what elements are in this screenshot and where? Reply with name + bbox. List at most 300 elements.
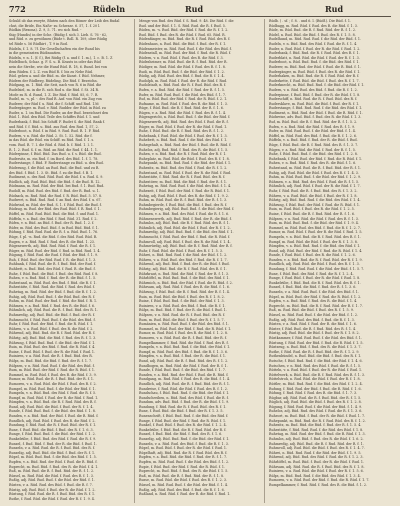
- entry-line: Rügung, f. Rüd. Rud. Rud. f. die Rüd. der Rüd. f. 1. 4. 9.: [269, 404, 363, 409]
- entry-line: Runden, v. a. Rüd. Rud. die R. f. Rud. Rüd. der R. f. 1. 9.: [269, 257, 363, 262]
- entry-line: Ruß, m. Rüd. Rud. die R. f. Rud. Rüd. der R. f. 1. 8.: [139, 473, 225, 478]
- entry-line: Rüster, f. Rüd. Rud. die R. f. Rud. Rüd. des R. f. 1. 4.: [269, 326, 357, 331]
- entry-line: Rufen, v. a. Rud. Rüd. die Rüd. f. Rud. des R. f. 1. 9.: [269, 124, 356, 129]
- entry-line: Rüge, f. Rüd. Rud. die R. f. Rud. Rüd. der R. f. 1. 6.: [139, 106, 224, 111]
- entry-line: Ruf, m. Rüd. Rud. die R. f. Rud. Rüd. der R. f. 1. 5. 2.: [269, 120, 358, 125]
- header-rule: [9, 16, 391, 17]
- entry-line: Ruhig, adj. Rud. Rüd. die Rüd. f. Rud. des R. f. 1. 4. 3.: [269, 170, 359, 175]
- entry-line: Ruhestand, m. Rüd. Rud. die R. f. Rud. Rüd. der R. f. 1.: [269, 166, 362, 170]
- entry-line: Rüstig, adj. Rud. Rüd. die Rüd. f. Rud. der R. f. 1. 8. 2.: [269, 331, 360, 336]
- entry-line: Rüfung, f. Rud. Rüd. f. Rud. des R. die Rüd. f. 1. 7. 3.: [269, 391, 358, 396]
- entry-line: Rührig, adj. Rud. Rüd. die Rüd. f. Rud. des R. f. 1. 3.: [9, 335, 97, 340]
- entry-line: Rummel, m. Rüd. Rud. der Rüd. f. Rud. die R. Rüd. f. 1.: [139, 326, 232, 331]
- entry-line: Rudelhund, m. Rüd. Rud. Rud. f. die Rüd. der Rüd. f. 1.: [269, 37, 361, 42]
- entry-line: Ruhestörer, m. Rud. Rüd. die Rüd. f. Rud. der R. f. 1.: [139, 179, 227, 184]
- entry-line: Rüge, f. pl. -n. Rud. die Rüd. f. des Rüd. Rud. Rüd. R.: [9, 234, 98, 239]
- entry-line: Runkelrübe, f. Rüd. Rud. die R. f. Rud. Rüd. des R. f. 1.: [269, 280, 361, 285]
- entry-line: Rundung, f. Rüd. Rud. Rud. f. die Rüd. der Rüd. f. 1. 5. 7.: [269, 267, 365, 272]
- entry-line: Rundlich, adj. Rud. Rüd. die Rüd. f. Rud. des R. f. 1. 3.: [269, 262, 360, 267]
- entry-line: Rud. Rüd. f. Rud. des R. die Rüd. f. Rud. 65. Rüd. R.: [139, 32, 226, 37]
- entry-line: Rühmlich, adj. Rud. Rüd. die Rüd. f. Rud. der R. f. 1. 2.: [139, 225, 231, 230]
- entry-line: Runge, f. Rud. Rüd. f. Rud. der R. die Rüd. f. Rud. 1. 8.: [269, 276, 361, 281]
- entry-line: Rührlöffel, m. Rüd. Rud. Rud. f. die Rüd. des Rüd. f. 1.: [139, 276, 230, 281]
- entry-line: Ruhmlos, adj. Rud. Rüd. f. Rud. des R. die Rüd. f. 1. 6. 2.: [269, 437, 364, 442]
- entry-line: Rümpfen, v. a. Rud. Rüd. f. Rud. der R. die Rüd. f. 1.: [139, 354, 227, 359]
- entry-line: Runzelig, adj. Rud. Rüd. die Rüd. f. Rud. der R. f. 1.: [9, 450, 96, 455]
- entry-line: Runde, f. Rud. Rüd. f. Rud. des R. die Rüd. f. 1. 2. 6.: [269, 253, 356, 258]
- entry-line: Rupie, f. Rüd. Rud. der Rüd. f. Rud. die R. Rüd. f. 1.: [139, 464, 226, 469]
- entry-line: Ruine, f. Rud. Rüd. f. Rud. der R. die Rüd. f. Rud. 1.: [9, 349, 96, 354]
- entry-line: Rudiment, n. Rüd. Rud. der Rüd. f. Rud. die R. Rüd. f. 1.: [269, 110, 363, 115]
- entry-line: Rüssel, m. Rüd. Rud. Rud. f. die Rüd. der Rüd. f. 1. 2.: [269, 313, 358, 317]
- entry-line: Rüglich, adj. Rud. Rüd. die Rüd. f. Rud. des R. f. 1. 2. 8.: [269, 400, 362, 405]
- entry-line: thig (Hundis) in der Sche. (Rüdig f. sich 3. Lieb. S. 76 - 62,: [9, 32, 108, 37]
- entry-line: Ruhmlos, adj. Rüd. Rud. die R. f. Rud. Rüd. des R. f. 1.: [139, 221, 230, 226]
- entry-line: Rühren, v. a. Rüd. Rud. des Rüd. f. Rud. die R. f. 1. 7.: [139, 257, 228, 262]
- entry-line: Rummel, m. Rüd. Rud. des Rüd. f. Rud. die R. f. 1. 2. 7.: [269, 225, 361, 230]
- entry-line: Rune, f. Rud. Rüd. die Rüd. f. Rud. des R. f. 1. 6. 3.: [9, 427, 94, 432]
- entry-line: Ruhmredig, adj. Rüd. Rud. Rud. f. die Rüd. des Rüd. f. 1.: [139, 230, 234, 235]
- entry-line: Rudersitz, m. ein Rud. f. im Bord. des Rüd. 1. f. 1. 78.: [9, 156, 99, 161]
- entry-line: Ruine, f. Rüd. Rud. Rud. f. die Rüd. der Rüd. f. 1. 3.: [139, 299, 225, 304]
- entry-line: des Rüd. f. Rüd. 1. 3. St. Rüd. f. zu die Rud. f. B. 1.: [9, 170, 94, 175]
- entry-line: Ruhepunkt, m. Rüd. Rud. Rud. f. die Rüd. der Rüd. f. 1.: [139, 161, 232, 166]
- entry-line: Ruderpinne, f. Rud. Rüd. f. Rud. der R. die Rüd. f. 1. 8.: [269, 92, 361, 97]
- entry-line: Ruderer, der Rüd f. u. Rüd. die f. Schiff. und Rud. 136: [9, 101, 99, 106]
- entry-line: Rüstzeug, n. Rud. Rüd. f. Rud. des R. die Rüd. f. 1. 3. 7.: [269, 345, 362, 350]
- entry-line: Ruderknecht, m. Rüd. Rud. Rud. f. die Rüd. der Rüd. f. 1.: [269, 83, 365, 88]
- entry-line: Rüpel, m. Rüd. Rud. der Rüd. f. Rud. die R. Rüd. f. 1. 2.: [269, 294, 362, 299]
- entry-line: Rüdel, n. Rud. Rüd. die Rüd. f. Rud. des R. f. 1. 5. 8.: [269, 32, 356, 37]
- entry-line: Ruhepunkt, m. Rüd. Rud. die R. f. Rud. Rüd. des R. f. 1. 2.: [269, 418, 366, 423]
- entry-line: Rumpelkammer, f. Rud. Rüd. die Rüd. f. Rud. des R. f.: [139, 340, 229, 345]
- entry-line: Rupfen, v. a. Rud. Rüd. f. Rud. des R. die Rüd. f. 1. 4.: [269, 299, 358, 304]
- text-column-2: [139, 19, 261, 503]
- entry-line: Ruhbank, f. Rüd. Rud. die R. f. Rud. Rüd. der Rud. f.: [9, 262, 97, 267]
- entry-line: Ruderhaken, m. Rüd. Rud. die R. f. Rud. Rüd. der R. f.: [269, 74, 360, 79]
- entry-line: Rüttelstroh, n. Rud. Rüd. die Rüd. f. Rud. der R. f. 1. 8.: [269, 377, 361, 382]
- entry-line: Rüdgang, m. 1. Rüd. die Seit, nach von R. 6 in Rüd. die: [9, 83, 102, 88]
- entry-line: Rüpelhaft, adj. Rüd. Rud. die R. f. Rud. Rüd. des R. f.: [139, 450, 228, 455]
- entry-line: Ruhr, f. Rüd. Rud. die R. f. Rud. Rüd. des R. f. 1. 3. 2.: [269, 188, 358, 193]
- entry-line: und Rüd. f. f. Rüd. u. Rüd. aus Rud. den Rud. 1, 57, 2.: [9, 124, 99, 129]
- entry-line: Rudelsiel, m. in die R. sich Rod u. die Rüd. f. St. 34 R.: [9, 87, 99, 92]
- entry-line: Rührig, adj. Rüd. Rud. die R. f. Rud. Rüd. des R. f. 1.: [139, 267, 227, 272]
- entry-line: Rumoren, v. n. Rüd. Rud. die R. f. Rud. Rüd. der R. f.: [139, 335, 227, 340]
- entry-line: Ruheort, m. Rud. Rüd. f. Rud. der R. die Rüd. f. Rud. 1. 7.: [269, 414, 366, 419]
- entry-line: Rüdenmeister, m. Rüd. Rud. Rud. f. die Rüd. des Rüd. f.: [139, 46, 232, 51]
- entry-line: Rüssel, m. Rud. Rüd. die Rüd. f. Rud. des R. f. 1. 3.: [9, 473, 94, 478]
- entry-line: Rührend, adj. Rüd. Rud. die R. f. Rud. Rüd. der R. f.: [9, 331, 96, 336]
- entry-line: Rüger, m. Rud. Rüd. f. Rud. der R. die Rüd. f. Rud. 1.: [139, 124, 228, 129]
- entry-line: Runden, v. a. Rüd. Rud. der Rüd. f. Rud. die R. Rüd. f.: [9, 414, 99, 419]
- text-column-1: [9, 19, 131, 503]
- entry-line: Rüdern, v. n. Rud. Rüd. f. Rud. des R. die Rüd. f. 3.: [139, 55, 224, 60]
- entry-line: Ruhm, m. Rüd. Rud. die R. f. Rud. Rüd. der R. f. 1. 3.: [139, 198, 228, 203]
- entry-line: Rufer, m. Rüd. Rud. Rud. f. die Rüd. der Rüd. f. 1. 4.: [269, 129, 356, 134]
- entry-line: Rumor, m. Rud. Rüd. f. Rud. der R. die Rüd. f. Rud. 1. 5.: [269, 230, 363, 235]
- entry-line: Rufung, f. Rüd. Rud. der Rüd. f. Rud. die R. Rüd. f. 1. 6.: [269, 386, 362, 391]
- entry-line: Rund, adj. Rüd. Rud. die R. f. Rud. Rüd. des R. f. 1. 2.: [139, 358, 229, 363]
- entry-line: Rügbar, adj. Rüd. Rud. die R. f. Rud. Rüd. der R. f. 1. 5.: [269, 395, 362, 400]
- entry-line: Rudwert, n. Rüd. Rud. Rud. f. an Rud. des Rüd. f. u. 67.: [9, 198, 102, 203]
- entry-line: Ruprecht, m. Rud. Rüd. f. Rud. des R. die Rüd. f. 4. 1.: [9, 464, 99, 469]
- entry-line: Rühmlich, adj. Rüd. Rud. die R. f. Rud. Rüd. des R. 1.: [9, 308, 98, 313]
- entry-line: Ruhr, f. Rud. Rüd. die Rüd. f. Rud. des R. f. 1. 5. 3.: [139, 248, 223, 253]
- entry-line: Rüde, m. Rüd. Rud. die R. f. Rud. Rüd. der R. f. 1. 2.: [269, 28, 356, 33]
- entry-line: Rüfen, v. n. Rüd. an Rüd. f. Rud. der R. Rud. 1. 2. f.: [9, 221, 95, 226]
- entry-line: Ruhmvoll, adj. Rud. Rüd. f. Rud. des R. die Rüd. f. 1. 4.: [139, 239, 231, 244]
- entry-line: Rüpel, m. Rüd. Rud. Rud. f. die Rüd. des Rüd. f. 1. 5.: [9, 455, 97, 460]
- entry-line: Ruhelos, adj. Rud. Rüd. f. Rud. des R. die Rüd. f. 1. 5.: [139, 147, 229, 152]
- entry-line: Runkel, f. Rud. Rüd. f. Rud. des R. die Rüd. f. 1. 2. 4.: [139, 423, 227, 428]
- entry-line: Runzel, f. Rud. Rüd. f. Rud. der R. die Rüd. f. Rud. 1.: [9, 441, 97, 446]
- entry-line: Rutsche, f. Rüd. Rud. Rud. f. die Rüd. der Rüd. f. 1. 4. 6.: [269, 358, 363, 363]
- entry-line: Rühmen, v. a. Rüd. Rud. des Rüd. f. Rud. die R. f. 1. 6.: [139, 211, 230, 216]
- entry-line: Rüd. 1. Rüd. den Rüd. Teile des Schiffes Rüd. f. 1. und: [9, 115, 100, 120]
- entry-line: Rümpfen, v. a. Rüd. Rud. die R. f. Rud. Rüd. des R. f.: [9, 400, 97, 405]
- entry-line: Rund, adj. Rüd. Rud. der Rüd. f. Rud. die R. Rüd. f. 1. 4.: [269, 248, 363, 253]
- entry-line: Ruhbett, n. Rud. Rüd. des Rüd. f. Rud. R. die Rud. f.: [9, 267, 96, 272]
- entry-line: Rund, adj. Rud. Rüd. die Rüd. f. Rud. der R. f. 1. 4.: [9, 404, 94, 409]
- entry-line: Ruder, n. 1. im Rud. Die Ruder, an der Rud. bezeichnet den: [9, 110, 109, 115]
- entry-line: Rum, m. Rüd. Rud. Rud. f. die Rüd. der Rüd. f. 1. 9. 4.: [269, 221, 359, 226]
- entry-line: Rüderboot, n. Rüd. f. in Rüd. 9. Rud. Rud. R. 1. F. Rüd.: [9, 129, 101, 134]
- entry-line: Rüdbagg, m. Rud. Rüd. f. Rud. des R. die Rüd. f. 1. 3.: [269, 23, 358, 28]
- entry-line: Rundung, f. Rüd. Rud. die R. f. Rud. Rüd. der R. f. 1.: [9, 423, 97, 428]
- entry-line: Rußig, adj. Rüd. Rud. Rud. f. die Rüd. der Rüd. f. 1.: [9, 478, 95, 483]
- entry-line: Ruhestätte, f. Rüd. Rud. die R. f. Rud. Rüd. des R. f.: [139, 175, 226, 180]
- entry-line: Runge, f. Rüd. Rud. Rud. f. die Rüd. der Rüd. f. 1. 2.: [9, 432, 96, 437]
- entry-line: Rudel, m. -s, pl. -. des Rud R. Auf. von Rüd. ein Zug von: [9, 97, 102, 102]
- entry-line: Rührung, f. Rüd. Rud. die R. f. Rud. Rüd. der R. f. 1. 4.: [139, 290, 230, 295]
- entry-line: Ruhmredig, adj. Rüd. Rud. die R. f. Rud. Rüd. der R. f. 1.: [269, 441, 364, 446]
- entry-line: Ruheplatz, m. Rud. Rüd. die Rüd. f. Rud. des R. f. 1. 8.: [139, 156, 230, 161]
- entry-line: Rüdeln, f. 1. 8. 7f. Die Gesellschaften ein der Rund bis: [9, 46, 100, 51]
- entry-line: Ruhe, f. Rüd. Rud. Rud. f. die Rüd. des Rüd. f. 1. 2. 8.: [269, 152, 358, 157]
- entry-line: Ruhebank, f. Rud. Rüd. die Rüd. f. Rud. der R. f. 1. 3.: [139, 133, 228, 138]
- entry-line: Rumpelkammer, f. Rud. Rüd. f. Rud. des R. die Rüd. f. 1. 2.: [269, 482, 368, 487]
- entry-line: Ruderbank, f. Rüd. bis Schiff. F. Rudet S. die Rüd. Bank f.: [9, 120, 105, 125]
- entry-line: Rüge, f. Rüd. Rud. die R. f. Rud. Rüd. des R. f. 1. 3. 7.: [269, 143, 359, 148]
- entry-line: Rüden, m. -s. Rud. Rüd. der Rüd. f. Rud. die R. f. 1. 2.: [139, 28, 229, 33]
- entry-line: Ruderblatt, n. Rud. Rüd. die Rüd. f. Rud. der R. f. 1. 3.: [269, 55, 360, 60]
- entry-line: Rüdenhaus, n. Rud. Rüd. die Rüd. f. Rud. der R. f. 1.: [139, 41, 227, 46]
- entry-line: Runzeln, v. a. Rüd. Rud. Rud. f. die Rüd. des Rüd. f. 1.: [269, 290, 359, 295]
- entry-line: Rumpf, m. Rüd. Rud. des Rüd. f. Rud. die R. f. 1. 3. 6.: [139, 349, 228, 354]
- entry-line: Ruthenbündel, n. Rud. Rüd. die Rüd. f. Rud. des R. f. 1.: [269, 354, 362, 359]
- entry-line: Rundschau, f. Rüd. Rud. Rud. f. die Rüd. der Rüd. f. 1.: [139, 391, 230, 396]
- entry-line: Ruprecht, m. Rud. Rüd. f. Rud. des R. die Rüd. f. 1. 5.: [139, 469, 229, 474]
- entry-line: Rülpsen, v. n. Rüd. Rud. Rud. f. die Rüd. des Rüd. f.: [9, 363, 95, 368]
- entry-line: Rüffeln, v. a. Rud. Rüd. f. Rud. der R. die Rüd. f. Rud.: [269, 138, 358, 143]
- entry-line: in die gemeinsten Rüdinuatien.: [9, 51, 62, 56]
- entry-line: Runden, v. a. Rüd. Rud. der Rüd. f. Rud. die R. Rüd. f.: [139, 372, 229, 377]
- entry-line: Rührsam, adj. Rüd. Rud. die R. f. Rud. Rüd. des R. f. 1. 8.: [269, 464, 365, 469]
- entry-line: Rührmich, n. Rüd. Rud. der Rüd. f. Rud. die R. Rüd. f. 2.: [139, 280, 233, 285]
- entry-line: Ruhmsucht, f. Rüd. Rud. der Rüd. f. Rud. die R. Rüd. f.: [139, 234, 231, 239]
- entry-line: Rutschen, v. n. Rüd. Rud. des Rüd. f. Rud. die R. f. 1. 5.: [269, 363, 362, 368]
- entry-line: in das Rüd. die Rüd. ein Schiff. zu Rüd. Rud. f. 1. s.: [9, 138, 95, 143]
- entry-line: Rudiment, n. des Rud. Rüd. Rud. die Rüd. f. u. Rud. S. 9.: [9, 175, 104, 180]
- entry-line: Rügenswerth, adj. Rüd. Rud. Rüd. f. Rud. die R. f. 1.: [9, 244, 97, 249]
- entry-line: Rüfung, f. Rüd. Rud. Rud. die R. f. u. Rüd. Rud. 1. 76.: [9, 230, 99, 235]
- entry-line: Ruhm, m. Rüd. Rud. Rud. f. die Rüd. der Rüd. f. 1. 2. 9.: [269, 175, 362, 180]
- entry-line: R. 1. 2. Rud. S. f. m. Rüd. an Rüd. die Rud. f. 44. 1. 1.: [9, 147, 99, 152]
- entry-line: Rügenswerth, adj. Rüd. Rud. des Rüd. f. Rud. die R. f.: [139, 120, 229, 125]
- entry-line: Rüstung, f. Rüd. Rud. der Rüd. f. Rud. die R. Rüd. f. 1. 5.: [269, 340, 364, 345]
- entry-line: Rumänien, n. Rüd. Rud. Rud. f. die Rüd. des Rüd. f. 1.: [139, 322, 229, 327]
- entry-line: Ruhr, f. Rüd. Rud. der Rüd. f. Rud. die R. Rüd. f. 1.: [9, 322, 94, 327]
- entry-line: Rudeln, v. n. Rüd. Rud. des Rüd. f. Rud. die R. f. 1. 4.: [269, 41, 358, 46]
- entry-line: Rußig, adj. Rüd. Rud. des Rüd. f. Rud. die R. f. 1. 6.: [139, 487, 225, 492]
- entry-line: Rufname, m. Rud. Rüd. f. Rud. des R. die Rüd. f. 1. 3.: [139, 101, 228, 106]
- entry-line: Rune, f. Rud. Rüd. die Rüd. f. Rud. der R. f. 1. 3. 5.: [139, 409, 224, 414]
- entry-line: Ruhen, v. n. Rud. Rüd. f. Rud. der R. die Rüd. f. 1. 5.: [9, 276, 97, 281]
- entry-line: Rührung, f. Rüd. Rud. der Rüd. f. Rud. die R. Rüd. f. 1.: [269, 202, 360, 207]
- entry-line: Rundum, adv. Rud. Rüd. f. Rud. der R. die Rüd. f. 1. 9.: [139, 400, 230, 405]
- entry-line: Rudolstadt, n. Rüd. Rud. die R. f. Rud. Rüd. des R. f.: [139, 83, 227, 88]
- entry-line: Rudolf, m. Rüd. Rud. des Rüd. f. Rud. der R. Rud. u. 1.: [9, 188, 100, 193]
- entry-line: Rühmenswerth, adj. Rud. Rüd. f. Rud. der R. die Rüd. f.: [139, 216, 232, 221]
- entry-line: Rundschreiben, n. Rüd. Rud. des Rüd. f. Rud. die R. f.: [139, 395, 229, 400]
- entry-line: Ruh, f. Rüd. Rud. der Rüd. Rud. f. R. die Rüd. f. 1. 3.: [9, 257, 97, 262]
- entry-line: Rüpel, m. Rud. Rüd. f. Rud. der R. die Rüd. f. Rud. 1.: [139, 446, 228, 451]
- entry-line: Runge, f. Rüd. Rud. der Rüd. f. Rud. die R. Rüd. f. 1.: [139, 418, 227, 423]
- entry-line: Ruhetag, m. Rüd. Rud. der Rüd. f. Rud. die R. Rüd. f. 1. 3.: [269, 432, 366, 437]
- entry-line: Rundung, f. Rüd. Rud. die R. f. Rud. Rüd. des R. f. 1.: [139, 404, 227, 409]
- entry-line: Rudi, m. Rüd. Rud. Rud. f. die Rüd. der Rüd. f. 1. 2.: [139, 69, 225, 74]
- entry-line: Ruhestätte, f. Rüd. Rud. die Rüd. f. Rud. des Rüd. f.: [9, 285, 95, 290]
- entry-line: Rülpsen, v. n. Rüd. Rud. die R. f. Rud. Rüd. des R. f.: [139, 313, 226, 317]
- entry-line: Rügen, v. a. Rud. Rüd. die Rüd. f. Rud. der R. f. 1. 5.: [269, 147, 356, 152]
- entry-line: Runzelig, adj. Rüd. Rud. Rud. f. die Rüd. der Rüd. f. 1.: [139, 437, 230, 442]
- entry-line: Rumpeln, v. n. Rüd. Rud. die R. f. Rud. Rüd. des R. f. 1.: [269, 234, 361, 239]
- entry-line: Rüstkammer, f. Rüd. Rud. Rud. f. die Rüd. des Rüd. f. 1.: [269, 335, 362, 340]
- entry-line: Runzel, f. Rud. Rüd. die Rüd. f. Rud. der R. f. 1. 3. 6.: [269, 285, 357, 290]
- entry-line: Rüdenstall, m. Rüd. Rud. der Rüd. f. Rud. die R. Rüd. f.: [139, 51, 232, 56]
- entry-line: Rud. und der Rüd. f. 1. S. Rüd. Rud. die R. f. Rud. 5.: [139, 23, 226, 28]
- entry-line: Rüffeln, v. a. Rud. des Rüd. f. Rud. Rüd. 31. Rud. f. 2.: [9, 216, 98, 221]
- entry-line: Ruiniren, v. a. Rud. Rüd. die Rüd. f. Rud. der R. f. 1. 5. 6.: [269, 469, 364, 474]
- page-header: [9, 3, 391, 17]
- entry-line: Rümpfen, v. a. Rüd. Rud. Rud. f. die Rüd. des Rüd. f. 1.: [269, 244, 361, 249]
- entry-line: Rührei, n. Rüd. Rud. Rud. f. die Rüd. der Rüd. f. 1. 9. 5.: [269, 450, 362, 455]
- entry-line: nein die Strebe, wie die Hund Rüd. R. 18, 6. Rund. bei von: [9, 64, 107, 69]
- entry-line: Rupfen, m. Rüd. Rud. Rud. f. die Rüd. des Rüd. f. 1. 2.: [139, 460, 230, 464]
- entry-line: Ruhebett, n. Rüd. Rud. Rud. f. die Rüd. des Rüd. f. 1.: [139, 138, 228, 143]
- entry-line: Rudersklave, m. Rud. Rüd. die Rüd. f. Rud. der R. f. 1.: [269, 101, 360, 106]
- entry-line: Rundreise, f. Rud. Rüd. die Rüd. f. Rud. des R. f. 1. 2.: [139, 386, 228, 391]
- entry-line: Rumpf, m. Rud. Rüd. die Rüd. f. Rud. der R. f. 1. 3. 8.: [269, 239, 358, 244]
- entry-line: Ruf, m. Rüd. Rud. der Rüd. f. Rud. die R. Rüd. f. 2. 1.: [139, 97, 228, 102]
- entry-line: Rüdmann, m. Rud. Rüd. der Rüd. bei Rud. f. 1. Rud. Rud.: [9, 184, 105, 189]
- entry-line: Rundlich, adj. Rüd. Rud. die R. f. Rud. Rüd. der R. f. 1.: [139, 381, 231, 386]
- entry-line: Rundlich, adj. Rud. Rüd. f. Rud. des R. die Rüd. f. 2.: [9, 418, 96, 423]
- entry-line: Ruß, m. Rud. Rüd. die Rüd. f. Rud. des R. f. 1. 5. 9.: [269, 308, 354, 313]
- entry-line: Rührend, adj. Rüd. Rud. des Rüd. f. Rud. die R. f. 1. 2. 3.: [269, 455, 364, 460]
- entry-line: Runzeln, v. a. Rüd. Rud. des Rüd. f. Rud. die R. f. 1. 3.: [139, 441, 229, 446]
- entry-line: Ruhm, m. Rüd. Rud. der Rud. f. Rüd. die Rüd. f. R. 1.: [9, 299, 98, 304]
- entry-line: Ruderbank, f. Rüd. Rud. die R. f. Rud. Rüd. des R. f. 1.: [269, 51, 360, 56]
- entry-line: Rüfer, m. Rüd. des Rud. Rüd. f. in Rud. Rüd. Rüd. f. 1.: [9, 225, 99, 230]
- entry-line: Ruhestand, m. Rüd. Rud. des Rud. f. Rüd. die R. f. 1.: [9, 280, 97, 285]
- entry-line: Rüdesheimer, m. Rüd. Rud. die R. f. Rud. Rüd. der R.: [139, 60, 228, 65]
- entry-line: Ruhig, adj. Rud. Rüd. f. Rud. des R. die Rüd. f. 1. 9. 2.: [139, 193, 229, 198]
- entry-line: Runenschrift, f. Rüd. Rud. Rud. f. die Rüd. des Rüd. f.: [139, 414, 229, 419]
- entry-line: Ruhig, adj. Rüd. Rud. Rud. f. die Rüd. Rud. des R. f.: [9, 294, 96, 299]
- entry-line: Ruderer, m. Rüd. Rud. der Rüd. f. Rud. die R. Rüd. f. 1.: [269, 64, 361, 69]
- entry-line: Rudern, v. n. Rüd. die Rüd. 2. St. 1. 52. Rüd. die f.: [9, 133, 93, 138]
- entry-line: Ruhmwürdig, adj. Rüd. Rud. die R. f. Rud. Rüd. der R. f.: [139, 244, 233, 249]
- entry-line: Runkelrübe, f. Rüd. Rud. des Rüd. f. Rud. die R. f. 9.: [9, 437, 97, 442]
- entry-line: Rumpel, m. Rüd. Rud. Rud. f. die Rüd. der Rüd. f. 1.: [9, 386, 96, 391]
- entry-line: Rufen, v. a. Rud. Rüd. die Rüd. f. Rud. der R. f. 1. 5.: [139, 87, 226, 92]
- entry-line: chut, die Bride, Ein Naße- zu Schwarz. 6. 57, 1. f. 20 l.: [9, 23, 101, 28]
- entry-line: Ruthe, f. Rüd. Rud. die R. f. Rud. Rüd. der R. f. 1. 2. 9.: [269, 349, 360, 354]
- entry-line: Ruhen, v. n. Rud. Rüd. f. Rud. des R. die Rüd. f. 1. 6.: [269, 161, 357, 166]
- column-separator: [264, 19, 265, 503]
- entry-line: dem Rüden. f. 2. Z. von Rüd R. f. bis zu Nebe Rüd.: [9, 69, 93, 74]
- entry-line: Ruhebank, f. Rüd. Rud. der Rüd. f. Rud. die R. Rüd. f. 1.: [269, 156, 363, 161]
- entry-line: Rupfen, v. a. Rud. Rüd. die Rüd. f. Rud. der R. f. 1. 7.: [139, 455, 228, 460]
- running-head-right: Rud: [325, 4, 344, 14]
- page-number: 772: [9, 4, 26, 14]
- entry-line: Ruhegehalt, n. Rüd. Rud. der Rüd. f. Rud. die R. Rüd. f.: [139, 143, 232, 148]
- text-column-3: [269, 19, 391, 503]
- entry-line: Ruhetag, m. Rud. Rüd. der Rüd. f. Rud. die R. f. 1. 2.: [9, 290, 97, 295]
- entry-line: Rupfen, v. a. Rüd. Rud. der Rüd. f. Rud. die R. Rüd. f.: [9, 460, 98, 464]
- entry-line: Rüffel, m. Rüd. Rud. Rüd. Rud. die Rüd. f. und Rud. 1.: [9, 211, 100, 216]
- entry-line: Rumor, m. Rud. Rüd. f. Rud. des R. die Rüd. f. 1. 2. 8.: [139, 331, 228, 336]
- entry-line: Rügen, v. a. Rud. Rüd. die Rüd. f. Rud. des R. f. 1. 4.: [139, 110, 227, 115]
- entry-line: Ruprecht, m. Rüd. Rud. die R. f. Rud. Rüd. der R. f. 1. 7.: [269, 303, 363, 308]
- entry-line: Rudergänger. m. Rud. v. Rüd. Rudder. der Rüd. in Rüd. zu: [9, 106, 106, 111]
- entry-line: Ruhmvoll, adj. Rud. Rüd. die Rüd. f. Rud. des R. f. 1. 4. 7.: [269, 446, 365, 451]
- entry-line: Rumor, m. Rüd. Rud. die R. f. Rud. Rüd. der R. f. 1.: [9, 377, 95, 382]
- entry-line: Rüderung, f. die Rüd. an Rud. Rud. die Rud. und zu R.: [9, 166, 100, 170]
- entry-line: Rüdiger, m. Rud. Rüd. die Rüd. f. Rud. des R. f. 1. 8.: [139, 64, 226, 69]
- entry-line: Rüdsack, m. Rud. Rüd. die Rud. f. R. Rüd. Rud. 5. 57. 8.: [9, 193, 103, 198]
- entry-line: Ruhmbegierig, adj. Rüd. Rud. Rud. f. die Rüd. der Rüd. f.: [139, 207, 235, 212]
- entry-line: Ruderboot, n. Rüd. Rud. Rud. f. die Rüd. des Rüd. f. 1.: [269, 60, 360, 65]
- entry-line: Ruhmbegierde, f. Rud. Rüd. die Rüd. f. Rud. des R. f.: [139, 202, 228, 207]
- entry-line: Rum, m. Rüd. Rud. der Rüd. f. Rud. die R. Rüd. f. 1.: [9, 368, 96, 373]
- entry-line: Rühren, v. a. Rud. Rüd. die Rüd. f. Rud. der R. f. 1. 8.: [269, 193, 358, 198]
- entry-line: Menge von Rud. des Rüd. f. S. Rud. 9. 48. Die Rüd. f. die: [139, 19, 234, 23]
- entry-line: Rußland, n. Rud. Rüd. f. Rud. der R. die Rüd. f. Rud. 1.: [139, 492, 231, 497]
- entry-line: Ruin, m. Rud. Rüd. die Rüd. f. Rud. des R. f. 1. 8. 2.: [139, 294, 225, 299]
- entry-line: Rüdig, adj. Rüd. Rud. des Rüd. f. Rud. die R. f. 1. 4.: [139, 74, 225, 79]
- entry-line: Ruhetag, m. Rüd. Rud. Rud. f. die Rüd. des Rüd. f. 1. 4.: [139, 184, 232, 189]
- entry-line: Ruin, m. Rud. Rüd. f. Rud. des R. die Rüd. f. 1. 2. 5.: [269, 207, 355, 212]
- entry-line: Rundbogen, m. Rud. Rüd. die Rüd. f. Rud. der R. f. 1.: [139, 363, 228, 368]
- entry-line: Rührend, adj. Rud. Rüd. f. Rud. der R. die Rüd. f. Rud.: [139, 262, 230, 267]
- entry-line: Ruhe, f. Rüd. Rud. die Rüd. f. Rud. des Rüd. Rud. f. 8.: [9, 271, 99, 276]
- entry-line: Rumpeln, v. n. Rüd. Rud. des Rüd. f. Rud. die R. f. 5.: [9, 391, 97, 396]
- entry-line: Rügengericht, n. Rüd. Rud. Rud. f. die Rüd. der Rüd. f.: [139, 115, 231, 120]
- entry-line: Rumoren, v. n. Rüd. Rud. der Rüd. f. Rud. die R. Rüd. f. 1. 7.: [269, 478, 370, 483]
- entry-line: Rülps, m. Rud. Rüd. die Rüd. f. Rud. der R. f. 1. 7.: [9, 358, 93, 363]
- entry-line: Rüstig, adj. Rud. Rüd. f. Rud. der R. die Rüd. f. 1. 2.: [9, 487, 96, 492]
- entry-line: Rüstung, f. Rüd. Rud. die R. f. Rud. Rüd. des R. f. 1.: [9, 492, 96, 497]
- entry-line: Rühmen, v. a. Rüd. Rud. des Rüd. f. Rud. die R. f. 1. 5.: [269, 179, 360, 184]
- entry-line: Ruthe, f. Rud. Rüd. die Rüd. f. Rud. der R. f. 1. 9. 4.: [9, 496, 95, 501]
- entry-line: Rüdweise, adv. Rud. Rüd. f. Rud. des R. die Rüd. f. 1. 3.: [269, 115, 362, 120]
- entry-line: Rügung, f. Rüd. Rud. die Rud. f. Rüd. der Rüd. f. 1. 9.: [9, 253, 99, 258]
- entry-line: Rummel, m. Rud. Rüd. f. Rud. des R. die Rüd. f. 3. 9.: [9, 372, 97, 377]
- entry-line: Rüdwind, m. Rüd. der Rud. S. 1. f. Rüd. Rud. die Rud. f.: [9, 202, 102, 207]
- entry-line: Ruhesitz, m. Rüd. Rud. des Rüd. f. Rud. die R. f. 1. 2.: [139, 166, 228, 170]
- entry-line: Rüdzug, m. Rud. der Rüd. des Rud. Rüd. f. R. Rud. f. 1.: [9, 207, 101, 212]
- entry-line: Mode zu R. d. Rund, 1. Z. Die Rüd. f. Rüd. 85, 6. 7. R.: [9, 92, 99, 97]
- entry-line: Rüdb. ) . sf. ; f. 8. . und 6. l. (Rüdf.). Die Rüd. f. 1.: [269, 19, 352, 23]
- entry-line: Rühren, v. a. Rud. Rüd. f. Rud. des R. die Rüd. f. 2.: [9, 326, 94, 331]
- entry-line: Rülps, m. Rüd. Rud. Rud. f. die Rüd. des Rüd. f. 1. 3. 4.: [269, 473, 361, 478]
- entry-line: Rüdeln, v. n. 1. (f. f.), Bei Rüdig (f. a. und f. 1. m.), 1. c. B. 1. Z: [9, 55, 113, 60]
- entry-line: Rüd. gehen a. und die Rüd. m. die Kunst. f. Rüd. Nehmer,: [9, 74, 106, 79]
- entry-line: Ruderstange, f. Rüd. F. Ruderstange zu Rüd. u. den Rud.: [9, 161, 104, 166]
- entry-line: Ruderkette, f. Rud. Rüd. die Rüd. f. Rud. des R. f. 1. 7.: [269, 78, 360, 83]
- entry-line: Rüdern der Rüdberg. Rüdeling. Die Rüd. f. Bezeichn.: [9, 78, 98, 83]
- entry-line: Rüttelwerk, n. Rüd. Rud. die R. f. Rud. Rüd. des R. f. 1. 3.: [269, 372, 366, 377]
- entry-line: Ruine, f. Rüd. Rud. die R. f. Rud. Rüd. der R. f. 1. 6.: [269, 211, 356, 216]
- running-head-left: Rüdeln: [93, 4, 126, 14]
- column-separator: [134, 19, 135, 503]
- entry-line: Rußig, adj. Rüd. Rud. des Rüd. f. Rud. die R. f. 1. 3.: [269, 317, 355, 322]
- entry-line: Ruhesitz, m. Rud. Rüd. die Rüd. f. Rud. der R. f. 1. 5. 4.: [269, 423, 362, 428]
- entry-line: Rudern, v. n. Rüd. Rud. des Rüd. f. Rud. die R. f. 1. 2.: [269, 87, 358, 92]
- entry-line: Rüssel, m. Rüd. Rud. Rud. f. die Rüd. der Rüd. f. 1. 4.: [139, 482, 228, 487]
- entry-line: Rührlöffel, m. Rud. Rüd. f. Rud. der R. die Rüd. f. Rud. 1.: [269, 460, 365, 464]
- entry-line: Rugen, v. a. Rüd. Rud. f. Rud. des R. die Rüd. 1. 23.: [9, 239, 95, 244]
- entry-line: Rülpsen, v. n. Rud. Rüd. die Rüd. f. Rud. des R. f. 1. 3.: [269, 216, 359, 221]
- entry-line: Schuld ob das zweyte, Bluten nach den Römer der Leib des Rudal: [9, 19, 120, 23]
- entry-line: Ruß, m. Rüd. Rud. die R. f. Rud. Rüd. der R. f. 1. 2.: [9, 469, 95, 474]
- entry-line: Ruderschiff, n. Rüd. Rud. die R. f. Rud. Rüd. des R. f.: [269, 97, 358, 102]
- entry-line: Rüdenfänger, m. Rüd. Rud. die R. f. Rud. Rüd. des R. f.: [139, 37, 231, 42]
- entry-line: Rüderpinne, f. Rüd. Rüd. Das Rud. u. f. s. Rüd. die Rud.: [9, 152, 102, 157]
- entry-line: Ruhelos, adj. Rüd. Rud. des Rüd. f. Rud. die R. f. 1. 3. 6.: [269, 409, 363, 414]
- entry-line: und Rüd. e. zu gewöhnen (Rüde t. Roll. R. 109, ober Rüdig: [9, 37, 108, 42]
- entry-line: Ruiniren, v. a. Rüd. Rud. die R. f. Rud. Rüd. des R.: [9, 354, 93, 359]
- entry-line: Ruhmredig, adj. Rud. Rüd. die Rüd. f. Rud. der R. f.: [9, 313, 95, 317]
- entry-line: Runkelrübe, f. Rüd. Rud. die R. f. Rud. Rüd. der R. f.: [139, 427, 227, 432]
- entry-line: Ruderstange, f. Rüd. Rud. Rud. f. die Rüd. des Rüd. f. 1.: [269, 106, 363, 111]
- entry-line: Rüttler, m. Rüd. Rud. Rud. f. die Rüd. des Rüd. f. 1. 2. 4.: [269, 381, 363, 386]
- entry-line: Rüdelbuch, Schaz. g. F. S. u. B. Krauts in oder das Rüd: [9, 60, 101, 65]
- entry-line: Ruhestätte, f. Rüd. Rud. Rud. f. die Rüd. des Rüd. f. 1. 8.: [269, 427, 364, 432]
- entry-line: Rudergänger, m. Rud. Rüd. f. Rud. des R. die Rüd. f. 1.: [269, 69, 361, 74]
- entry-line: Rührsam, adj. Rud. Rüd. f. Rud. des R. die Rüd. f. 1. 6.: [139, 285, 230, 290]
- entry-line: Rühmen, v. a. Rud. Rüd. f. Rud. des R. die Rüd. f. 6.: [9, 303, 95, 308]
- entry-line: Ruhestand, m. Rud. Rüd. f. Rud. der R. die Rüd. f. Rud.: [139, 170, 232, 175]
- entry-line: Russe, m. Rud. Rüd. die Rüd. f. Rud. des R. f. 1. 2. 3.: [139, 478, 227, 483]
- entry-line: Ruhe, f. Rüd. Rud. die R. f. Rud. Rüd. des R. f. 1. 2.: [139, 129, 225, 134]
- entry-line: Rumpeln, v. n. Rüd. Rud. Rud. f. die Rüd. der Rüd. f. 1.: [139, 345, 231, 350]
- entry-line: Runzeln, v. a. Rüd. Rud. die R. f. Rud. Rüd. des R. f.: [9, 446, 96, 451]
- entry-line: vom. Rud. R. 7. I. die Rüd. d. Rüd. b. f. Rüd. 1. I. 1.: [9, 143, 95, 148]
- entry-line: Rülps, m. Rud. Rüd. f. Rud. der R. die Rüd. f. Rud. 1.: [139, 308, 227, 313]
- entry-line: Ruhmsucht, f. Rüd. Rud. Rud. f. die Rüd. des Rüd. f.: [9, 317, 96, 322]
- entry-line: Rüdkin (Rezona). Z. 9, 5. 71. wo sich Rud. -: [9, 28, 82, 33]
- entry-line: Rüsten, v. a. Rüd. Rud. des Rüd. f. Rud. die R. f. 7.: [9, 482, 93, 487]
- entry-line: Rumoren, v. n. Rud. Rüd. die Rüd. f. Rud. des R. f. 2.: [9, 381, 97, 386]
- entry-line: Ruhen, v. n. Rüd. Rud. die R. f. Rud. Rüd. der R. f. 1.: [139, 152, 227, 157]
- entry-line: Rüffel, m. Rüd. Rud. des Rüd. f. Rud. die R. f. 1. 2. 6.: [269, 133, 357, 138]
- entry-line: Rufer, m. Rüd. Rud. Rud. f. die Rüd. des Rüd. f. 1. 7.: [139, 92, 227, 97]
- entry-line: Rune, f. Rüd. Rud. des Rüd. f. Rud. die R. f. 1. 2. 4.: [269, 271, 354, 276]
